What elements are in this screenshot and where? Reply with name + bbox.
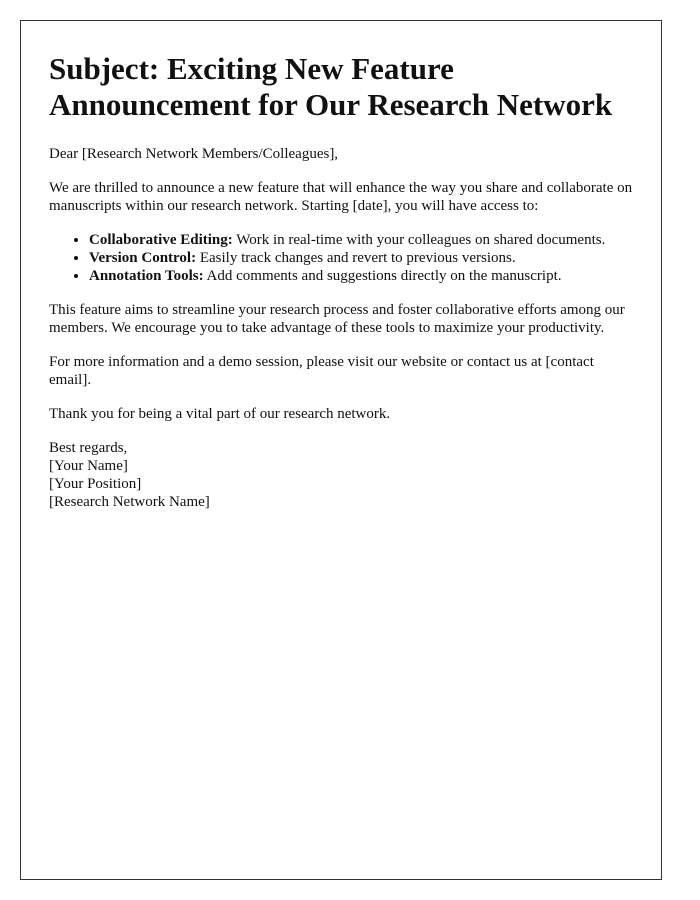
letter-page bbox=[20, 20, 662, 880]
letter-content bbox=[49, 51, 635, 511]
closing-line: Best regards, bbox=[49, 440, 128, 456]
subject-heading: Subject: Exciting New Feature Announcement for Our Research Network bbox=[49, 51, 613, 122]
feature-list bbox=[49, 231, 635, 285]
feature-description: Easily track changes and revert to previous versions. bbox=[196, 250, 516, 266]
intro-paragraph: We are thrilled to announce a new feature that will enhance the way you share and collaborate on manuscripts within our research network. Starting [date], you will have access to: bbox=[49, 180, 633, 214]
thanks-paragraph: Thank you for being a vital part of our research network. bbox=[49, 406, 391, 422]
feature-description: Work in real-time with your colleagues on shared documents. bbox=[232, 232, 606, 248]
feature-name: Version Control: bbox=[89, 250, 197, 266]
contact-paragraph: For more information and a demo session, please visit our website or contact us at [contact email]. bbox=[49, 354, 594, 388]
organization-name: [Research Network Name] bbox=[49, 494, 210, 510]
feature-description: Add comments and suggestions directly on the manuscript. bbox=[203, 268, 562, 284]
greeting: Dear [Research Network Members/Colleagues], bbox=[49, 146, 339, 162]
feature-name: Annotation Tools: bbox=[89, 268, 204, 284]
sender-name: [Your Name] bbox=[49, 458, 128, 474]
feature-name: Collaborative Editing: bbox=[89, 232, 233, 248]
benefits-paragraph: This feature aims to streamline your research process and foster collaborative efforts among our members. We encourage you to take advantage of these tools to maximize your productivity. bbox=[49, 302, 625, 336]
sender-position: [Your Position] bbox=[49, 476, 142, 492]
feature-item-collaborative-editing bbox=[89, 231, 635, 249]
feature-item-version-control bbox=[89, 249, 635, 267]
feature-item-annotation-tools bbox=[89, 267, 635, 285]
signature-block bbox=[49, 439, 635, 511]
